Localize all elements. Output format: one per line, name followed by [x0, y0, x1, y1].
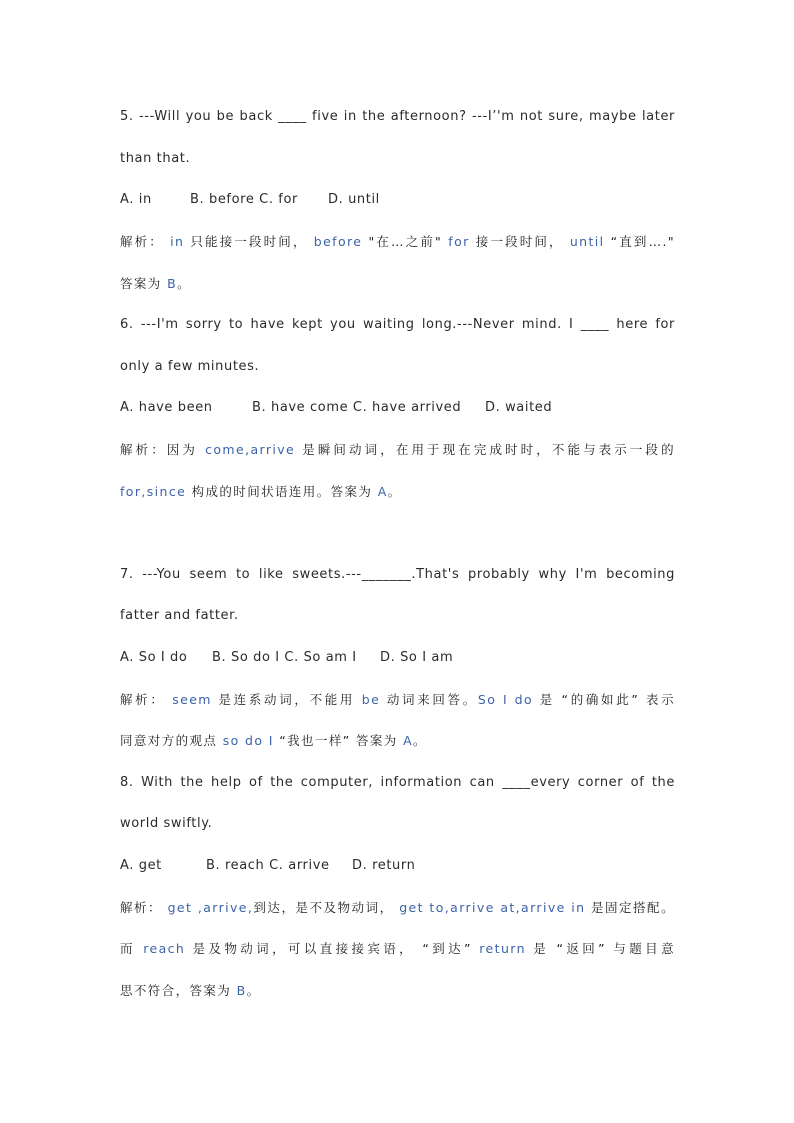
keyword-text: be [361, 692, 381, 707]
q8-options [120, 857, 675, 875]
q7-stem-line-1: 7. ---You seem to like sweets.---_______.That's probably why I'm becoming [120, 567, 675, 582]
analysis-text: 是固定搭配。 [585, 900, 675, 915]
keyword-text: come,arrive [205, 442, 296, 457]
analysis-text: 解析： [120, 234, 171, 249]
q5-option-a: A. in [120, 192, 152, 207]
analysis-text: 是瞬间动词，在用于现在完成时时，不能与表示一段的 [295, 442, 675, 457]
q6-options [120, 399, 675, 417]
q6-stem-line-2: only a few minutes. [120, 359, 260, 374]
keyword-text: reach [143, 941, 186, 956]
q6-option-d: D. waited [485, 400, 553, 415]
keyword-text: seem [172, 692, 212, 707]
q7-option-a: A. So I do [120, 650, 188, 665]
q5-option-b-c: B. before C. for [190, 192, 298, 207]
q8-option-b-c: B. reach C. arrive [206, 858, 330, 873]
q8-analysis-line-3 [120, 982, 675, 1000]
keyword-text: until [569, 234, 605, 249]
q5-options [120, 191, 675, 209]
q7-analysis-line-1 [120, 691, 675, 709]
analysis-text: 。 [177, 276, 191, 291]
keyword-text: return [479, 941, 526, 956]
keyword-text: before [313, 234, 363, 249]
q6-analysis-line-1 [120, 441, 675, 459]
analysis-text: 是连系动词，不能用 [211, 692, 362, 707]
analysis-text: 解析： [120, 900, 168, 915]
keyword-text: in [170, 234, 185, 249]
analysis-text: 到达，是不及物动词， [253, 900, 400, 915]
keyword-text: get ,arrive, [167, 900, 254, 915]
analysis-text: 解析： [120, 692, 173, 707]
analysis-text: 接一段时间， [469, 234, 570, 249]
q6-option-a: A. have been [120, 400, 213, 415]
keyword-text: A [377, 484, 388, 499]
q8-analysis-line-1 [120, 899, 675, 917]
analysis-text: 构成的时间状语连用。答案为 [186, 484, 378, 499]
q7-analysis-line-2 [120, 732, 675, 750]
analysis-text: 只能接一段时间， [184, 234, 314, 249]
keyword-text: B [236, 983, 247, 998]
q5-stem-line-2: than that. [120, 151, 191, 166]
analysis-text: 动词来回答。 [380, 692, 478, 707]
analysis-text: 答案为 [120, 276, 168, 291]
keyword-text: get to,arrive at,arrive in [399, 900, 586, 915]
analysis-text: 是及物动词，可以直接接宾语， “到达” [185, 941, 480, 956]
q6-option-b-c: B. have come C. have arrived [252, 400, 462, 415]
analysis-text: 。 [246, 983, 261, 998]
analysis-text: "在…之前" [362, 234, 449, 249]
q5-option-d: D. until [328, 192, 380, 207]
q5-analysis-line-1 [120, 233, 675, 251]
analysis-text: 同意对方的观点 [120, 733, 223, 748]
q7-option-d: D. So I am [380, 650, 454, 665]
keyword-text: A [403, 733, 414, 748]
q8-stem-line-2: world swiftly. [120, 816, 213, 831]
q8-option-d: D. return [352, 858, 416, 873]
analysis-text: 。 [387, 484, 402, 499]
q7-option-b-c: B. So do I C. So am I [212, 650, 357, 665]
q8-option-a: A. get [120, 858, 162, 873]
keyword-text: for,since [120, 484, 187, 499]
analysis-text: 。 [413, 733, 427, 748]
analysis-text: 是 “的确如此” 表示 [533, 692, 675, 707]
q5-analysis-line-2 [120, 275, 675, 293]
keyword-text: so do I [222, 733, 274, 748]
q6-analysis-line-2 [120, 483, 675, 501]
analysis-text: “我也一样” 答案为 [273, 733, 404, 748]
q8-analysis-line-2 [120, 940, 675, 958]
keyword-text: B [167, 276, 178, 291]
analysis-text: 而 [120, 941, 144, 956]
analysis-text: 是 “返回” 与题目意 [525, 941, 675, 956]
analysis-text: “直到…." [604, 234, 676, 249]
analysis-text: 解析：因为 [120, 442, 206, 457]
analysis-text: 思不符合，答案为 [120, 983, 237, 998]
q7-options [120, 649, 675, 667]
keyword-text: for [448, 234, 470, 249]
q6-stem-line-1: 6. ---I'm sorry to have kept you waiting long.---Never mind. I ____ here for [120, 317, 675, 332]
q5-stem-line-1: 5. ---Will you be back ____ five in the afternoon? ---I’'m not sure, maybe later [120, 109, 675, 124]
q8-stem-line-1: 8. With the help of the computer, information can ____every corner of the [120, 775, 675, 790]
q7-stem-line-2: fatter and fatter. [120, 608, 239, 623]
keyword-text: So I do [477, 692, 534, 707]
